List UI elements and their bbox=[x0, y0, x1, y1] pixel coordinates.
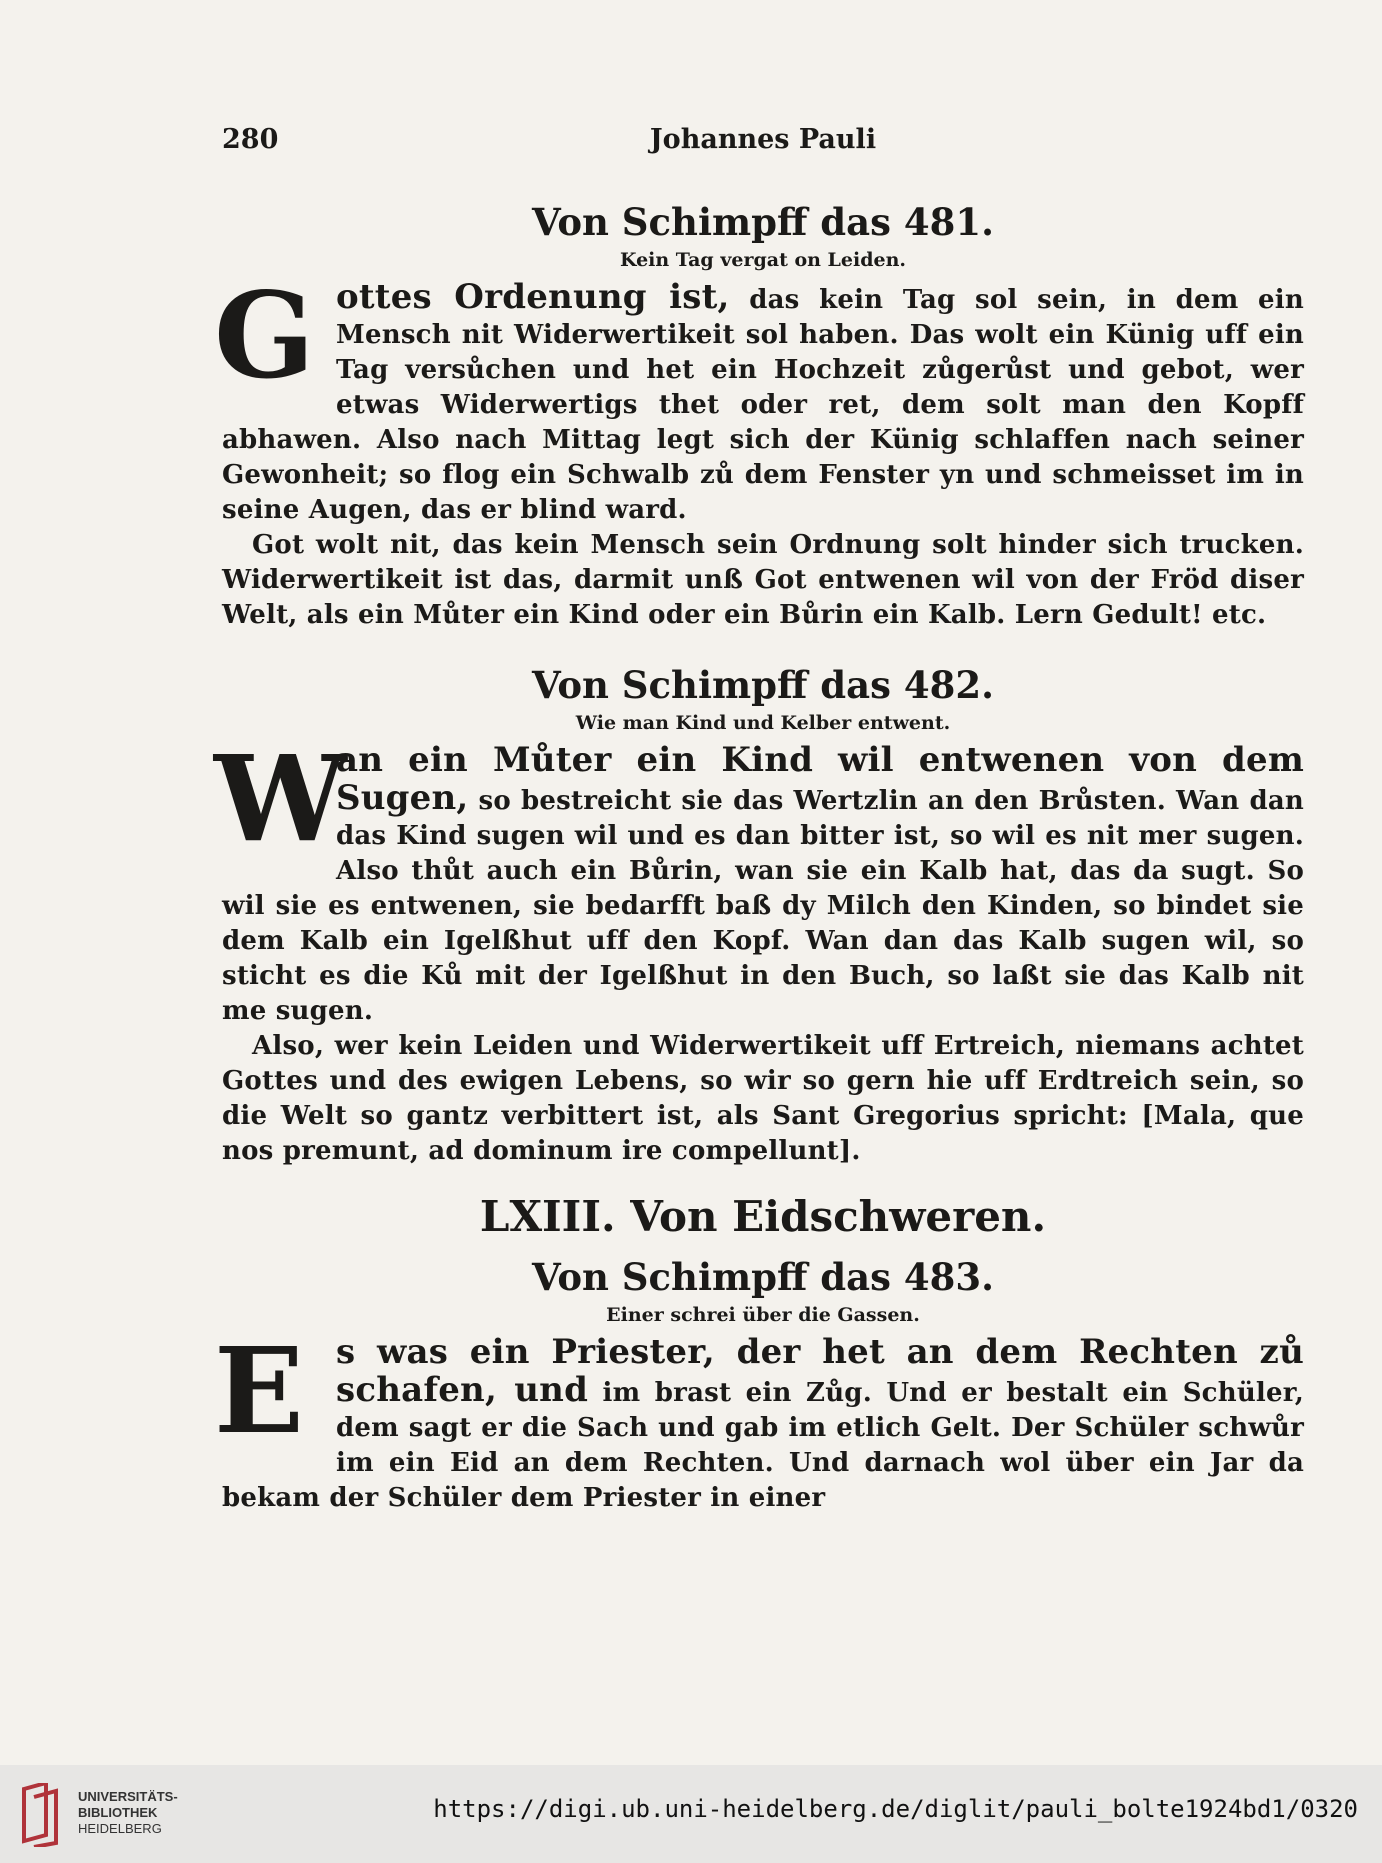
section-title-482: Von Schimpff das 482. bbox=[532, 663, 994, 707]
dropcap-e: E bbox=[214, 1321, 305, 1460]
paragraph-text: so bestreicht sie das Wertzlin an den Brůsten. Wan dan das Kind sugen wil und es dan bitter ist, so wil es nit mer sugen. Also thůt auch ein Bůrin, wan sie ein Kalb hat, das da sugt. So wil sie es entwenen, sie bedarfft baß dy Milch den Kinden, so bindet sie dem Kalb ein Igelßhut uff den Kopf. Wan dan das Kalb sugen wil, so sticht es die Ků mit der Igelßhut in den Buch, so laßt sie das Kalb nit me sugen. bbox=[222, 786, 1304, 1026]
viewer-footer bbox=[0, 1765, 1382, 1863]
section-subtitle-481: Kein Tag vergat on Leiden. bbox=[619, 249, 907, 271]
paragraph-481-1 bbox=[214, 266, 1304, 528]
section-subtitle-483: Einer schrei über die Gassen. bbox=[606, 1304, 920, 1326]
dropcap-w: W bbox=[214, 729, 347, 868]
paragraph-482-2: Also, wer kein Leiden und Widerwertikeit uff Ertreich, niemans achtet Gottes und des ewigen Lebens, so wir so gern hie uff Erdtreich sein, so die Welt so gantz verbittert ist, als Sant Gregorius spricht: [Mala, que nos premunt, ad dominum ire compellunt]. bbox=[222, 1031, 1304, 1166]
library-name: UNIVERSITÄTS- BIBLIOTHEK HEIDELBERG bbox=[78, 1789, 178, 1836]
section-subtitle-482: Wie man Kind und Kelber entwent. bbox=[575, 712, 951, 734]
page-number: 280 bbox=[222, 124, 279, 155]
section-title-481: Von Schimpff das 481. bbox=[532, 200, 994, 244]
paragraph-483-1 bbox=[214, 1321, 1304, 1516]
paragraph-482-1 bbox=[214, 729, 1304, 1029]
dropcap-g: G bbox=[214, 266, 315, 405]
lead-text-481: ottes Ordenung ist, bbox=[336, 277, 730, 317]
page-content bbox=[214, 198, 1304, 1516]
chapter-title: LXIII. Von Eidschweren. bbox=[479, 1192, 1047, 1241]
lead-text-482: an ein Můter ein Kind wil entwenen von dem Sugen, bbox=[336, 740, 1304, 818]
lead-text-483: s was ein Priester, der het an dem Rechten zů schafen, und bbox=[336, 1332, 1304, 1410]
page-url-link[interactable]: https://digi.ub.uni-heidelberg.de/diglit/pauli_bolte1924bd1/0320 bbox=[433, 1795, 1358, 1823]
paragraph-text: das kein Tag sol sein, in dem ein Mensch nit Widerwertikeit sol haben. Das wolt ein Künig uff ein Tag versůchen und het ein Hochzeit zůgerůst und gebot, wer etwas Widerwertigs thet oder ret, dem solt man den Kopff abhawen. Also nach Mittag legt sich der Künig schlaffen nach seiner Gewonheit; so flog ein Schwalb zů dem Fenster yn und schmeisset im in seine Augen, das er blind ward. bbox=[222, 285, 1304, 525]
section-title-483: Von Schimpff das 483. bbox=[532, 1255, 994, 1299]
library-logo-icon bbox=[16, 1783, 66, 1847]
paragraph-481-2: Got wolt nit, das kein Mensch sein Ordnung solt hinder sich trucken. Widerwertikeit ist das, darmit unß Got entwenen wil von der Fröd diser Welt, als ein Můter ein Kind oder ein Bůrin ein Kalb. Lern Gedult! etc. bbox=[222, 530, 1304, 630]
running-author: Johannes Pauli bbox=[649, 124, 877, 155]
paragraph-text: im brast ein Zůg. Und er bestalt ein Schüler, dem sagt er die Sach und gab im etlich Gelt. Der Schüler schwůr im ein Eid an dem Rechten. Und darnach wol über ein Jar da bekam der Schüler dem Priester in einer bbox=[222, 1378, 1304, 1513]
